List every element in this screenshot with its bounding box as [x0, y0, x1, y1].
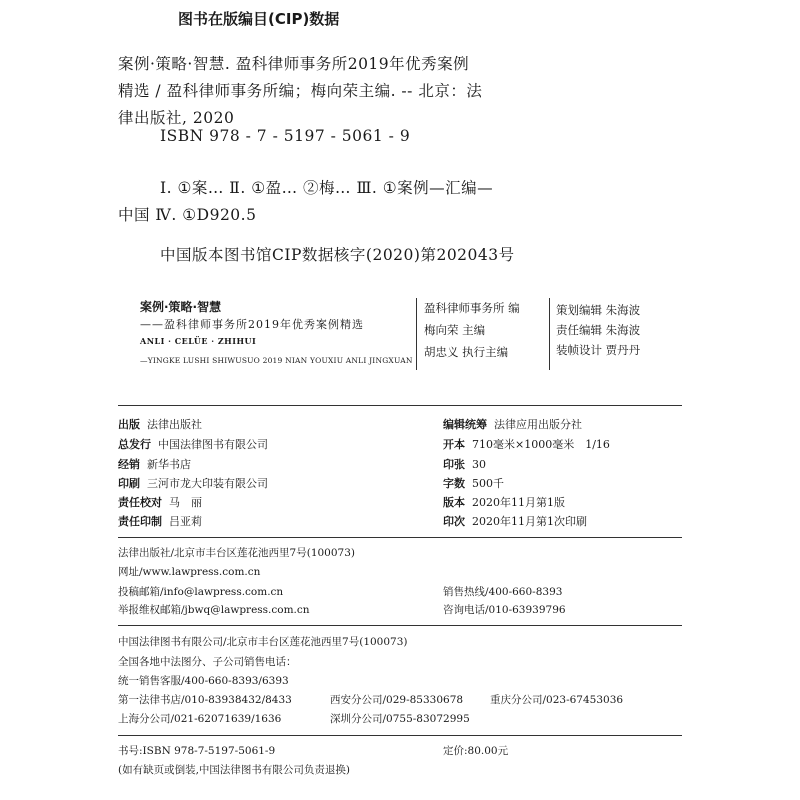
pub-value: 法律出版社 — [147, 418, 202, 431]
distributor-address: 中国法律图书有限公司/北京市丰台区莲花池西里7号(100073) — [118, 636, 408, 648]
press-website: 网址/www.lawpress.com.cn — [118, 566, 261, 578]
pub-value: 法律应用出版分社 — [494, 418, 582, 431]
pub-value: 710毫米×1000毫米 1/16 — [472, 438, 610, 451]
distributor-branches-heading: 全国各地中法图分、子公司销售电话： — [118, 656, 297, 668]
editor-label: 责任编辑 — [556, 323, 602, 337]
footer-isbn: 书号:ISBN 978-7-5197-5061-9 — [118, 745, 276, 757]
author-credit-2: 梅向荣 主编 — [424, 323, 486, 337]
pub-label: 责任校对 — [118, 496, 162, 509]
press-inquiry: 咨询电话/010-63939796 — [443, 604, 566, 616]
pub-value: 中国法律图书有限公司 — [158, 438, 268, 451]
pub-value: 吕亚莉 — [169, 515, 202, 528]
divider-right — [549, 298, 550, 370]
editor-credit-1 — [556, 302, 640, 318]
pub-left-row-1 — [118, 416, 202, 432]
pub-label: 字数 — [443, 477, 465, 490]
rule-distributor-top — [118, 625, 682, 626]
pub-label: 版本 — [443, 496, 465, 509]
rule-press-top — [118, 537, 682, 538]
editor-name: 朱海波 — [605, 303, 641, 317]
author-credit-1: 盈科律师事务所 编 — [424, 301, 520, 315]
press-hotline: 销售热线/400-660-8393 — [443, 586, 563, 598]
pub-value: 马 丽 — [169, 496, 202, 509]
pub-right-row-4 — [443, 475, 504, 491]
pub-left-row-3 — [118, 456, 191, 472]
footer-price: 定价:80.00元 — [443, 745, 509, 757]
cip-record-line-2: 精选 / 盈科律师事务所编；梅向荣主编. -- 北京：法 — [118, 82, 483, 100]
pub-right-row-6 — [443, 513, 587, 529]
editor-label: 装帧设计 — [556, 343, 602, 357]
author-credit-3: 胡忠义 执行主编 — [424, 345, 509, 359]
branch-1: 第一法律书店/010-83938432/8433 — [118, 694, 292, 706]
cip-subject-line-1: Ⅰ. ①案… Ⅱ. ①盈… ②梅… Ⅲ. ①案例—汇编— — [160, 179, 494, 197]
pub-left-row-2 — [118, 436, 268, 452]
editor-credit-3 — [556, 342, 640, 358]
cip-heading: 图书在版编目(CIP)数据 — [178, 10, 340, 28]
book-pinyin-title: ANLI · CELÜE · ZHIHUI — [140, 336, 257, 346]
branch-5: 深圳分公司/0755-83072995 — [330, 713, 470, 725]
pub-label: 印刷 — [118, 477, 140, 490]
editor-label: 策划编辑 — [556, 303, 602, 317]
cip-record-line-3: 律出版社, 2020 — [118, 109, 235, 127]
pub-right-row-5 — [443, 494, 565, 510]
branch-4: 上海分公司/021-62071639/1636 — [118, 713, 282, 725]
pub-label: 印张 — [443, 458, 465, 471]
pub-label: 编辑统筹 — [443, 418, 487, 431]
cip-subject-line-2: 中国 Ⅳ. ①D920.5 — [118, 206, 257, 224]
press-report-email: 举报维权邮箱/jbwq@lawpress.com.cn — [118, 604, 310, 616]
pub-label: 开本 — [443, 438, 465, 451]
pub-right-row-1 — [443, 416, 582, 432]
pub-left-row-4 — [118, 475, 268, 491]
pub-label: 经销 — [118, 458, 140, 471]
cip-verification: 中国版本图书馆CIP数据核字(2020)第202043号 — [160, 246, 515, 264]
rule-publication-top — [118, 405, 682, 406]
press-submission-email: 投稿邮箱/info@lawpress.com.cn — [118, 586, 284, 598]
pub-right-row-3 — [443, 456, 486, 472]
branch-2: 西安分公司/029-85330678 — [330, 694, 464, 706]
editor-name: 贾丹丹 — [605, 343, 641, 357]
pub-label: 责任印制 — [118, 515, 162, 528]
book-subtitle: ——盈科律师事务所2019年优秀案例精选 — [140, 318, 364, 331]
cip-record-line-1: 案例·策略·智慧. 盈科律师事务所2019年优秀案例 — [118, 55, 470, 73]
pub-label: 印次 — [443, 515, 465, 528]
divider-left — [416, 298, 417, 370]
cip-isbn-line: ISBN 978 - 7 - 5197 - 5061 - 9 — [160, 127, 411, 145]
pub-value: 2020年11月第1版 — [472, 496, 565, 509]
pub-value: 30 — [472, 458, 486, 471]
pub-value: 新华书店 — [147, 458, 191, 471]
rule-footer-top — [118, 735, 682, 736]
book-title: 案例·策略·智慧 — [140, 300, 222, 314]
footer-notice: (如有缺页或倒装,中国法律图书有限公司负责退换) — [118, 764, 351, 776]
press-address: 法律出版社/北京市丰台区莲花池西里7号(100073) — [118, 547, 355, 559]
pub-value: 500千 — [472, 477, 504, 490]
book-pinyin-subtitle: —YINGKE LUSHI SHIWUSUO 2019 NIAN YOUXIU ANLI JINGXUAN — [140, 356, 413, 365]
distributor-service: 统一销售客服/400-660-8393/6393 — [118, 675, 289, 687]
pub-label: 出版 — [118, 418, 140, 431]
editor-name: 朱海波 — [605, 323, 641, 337]
pub-left-row-5 — [118, 494, 202, 510]
pub-label: 总发行 — [118, 438, 151, 451]
pub-value: 2020年11月第1次印刷 — [472, 515, 587, 528]
pub-left-row-6 — [118, 513, 202, 529]
editor-credit-2 — [556, 322, 640, 338]
pub-right-row-2 — [443, 436, 610, 452]
pub-value: 三河市龙大印装有限公司 — [147, 477, 268, 490]
branch-3: 重庆分公司/023-67453036 — [490, 694, 624, 706]
